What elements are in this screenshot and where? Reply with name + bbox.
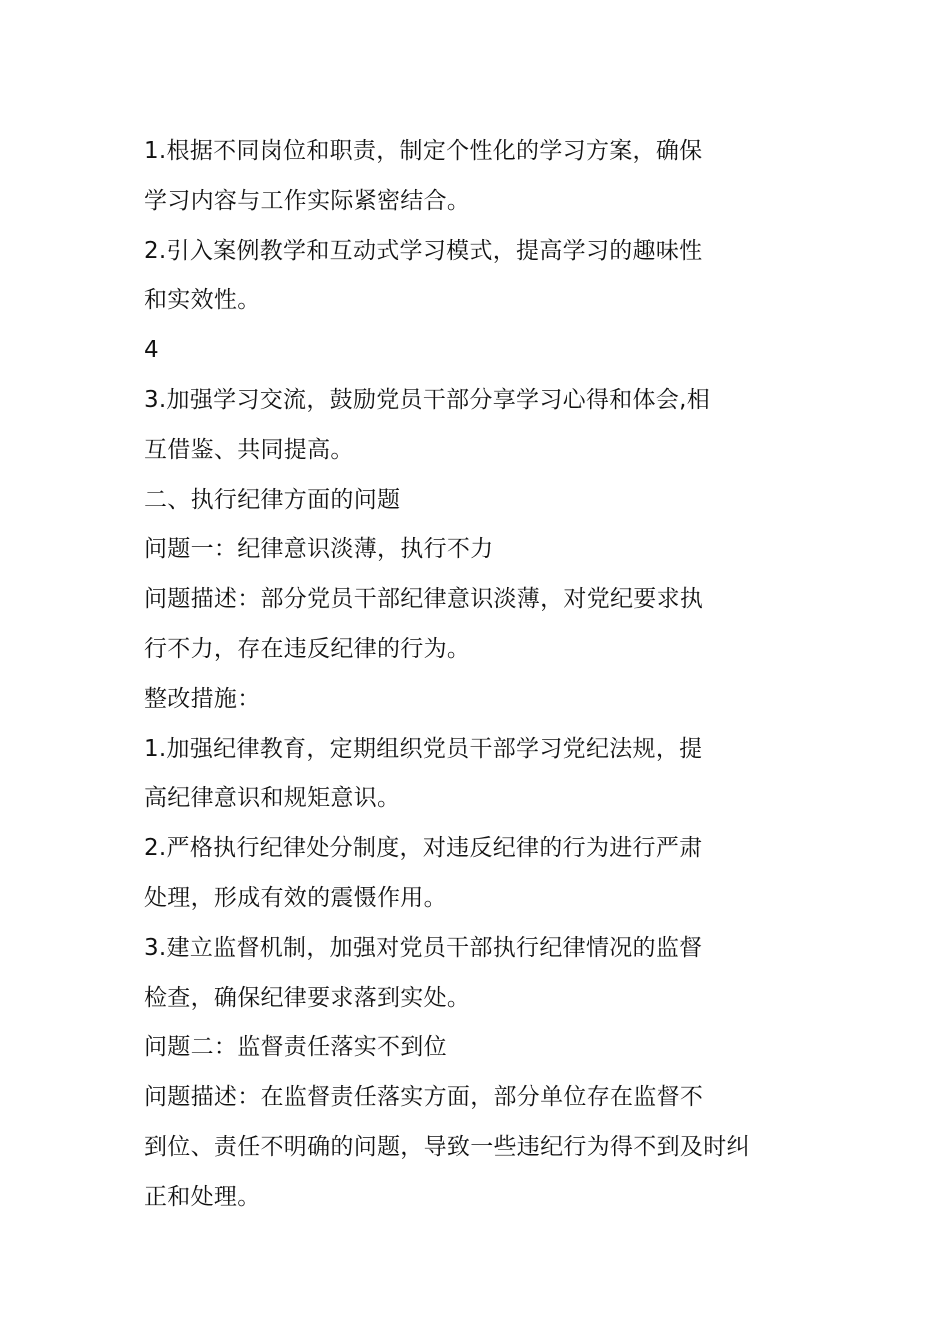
text-line: 学习内容与工作实际紧密结合。 bbox=[144, 187, 471, 214]
problem-title: 问题二：监督责任落实不到位 bbox=[144, 1034, 447, 1061]
text-line: 检查，确保纪律要求落到实处。 bbox=[144, 984, 471, 1011]
page-number: 4 bbox=[144, 337, 159, 364]
text-line: 3.加强学习交流，鼓励党员干部分享学习心得和体会,相 bbox=[144, 386, 711, 413]
text-line: 和实效性。 bbox=[144, 287, 261, 314]
text-line: 互借鉴、共同提高。 bbox=[144, 436, 354, 463]
text-line: 行不力，存在违反纪律的行为。 bbox=[144, 635, 471, 662]
text-line: 2.严格执行纪律处分制度，对违反纪律的行为进行严肃 bbox=[144, 835, 703, 862]
text-line: 问题描述：部分党员干部纪律意识淡薄，对党纪要求执 bbox=[144, 586, 704, 613]
text-line: 到位、责任不明确的问题，导致一些违纪行为得不到及时纠 bbox=[144, 1133, 750, 1160]
text-line: 问题描述：在监督责任落实方面，部分单位存在监督不 bbox=[144, 1084, 704, 1111]
measures-heading: 整改措施： bbox=[144, 685, 261, 712]
text-line: 正和处理。 bbox=[144, 1183, 261, 1210]
text-line: 高纪律意识和规矩意识。 bbox=[144, 785, 401, 812]
section-heading: 二、执行纪律方面的问题 bbox=[144, 486, 401, 513]
document-body bbox=[144, 127, 784, 1223]
text-line: 处理，形成有效的震慑作用。 bbox=[144, 884, 447, 911]
text-line: 1.加强纪律教育，定期组织党员干部学习党纪法规，提 bbox=[144, 735, 703, 762]
text-line: 2.引入案例教学和互动式学习模式，提高学习的趣味性 bbox=[144, 237, 703, 264]
problem-title: 问题一：纪律意识淡薄，执行不力 bbox=[144, 536, 494, 563]
text-line: 3.建立监督机制，加强对党员干部执行纪律情况的监督 bbox=[144, 934, 703, 961]
text-line: 1.根据不同岗位和职责，制定个性化的学习方案，确保 bbox=[144, 138, 703, 164]
